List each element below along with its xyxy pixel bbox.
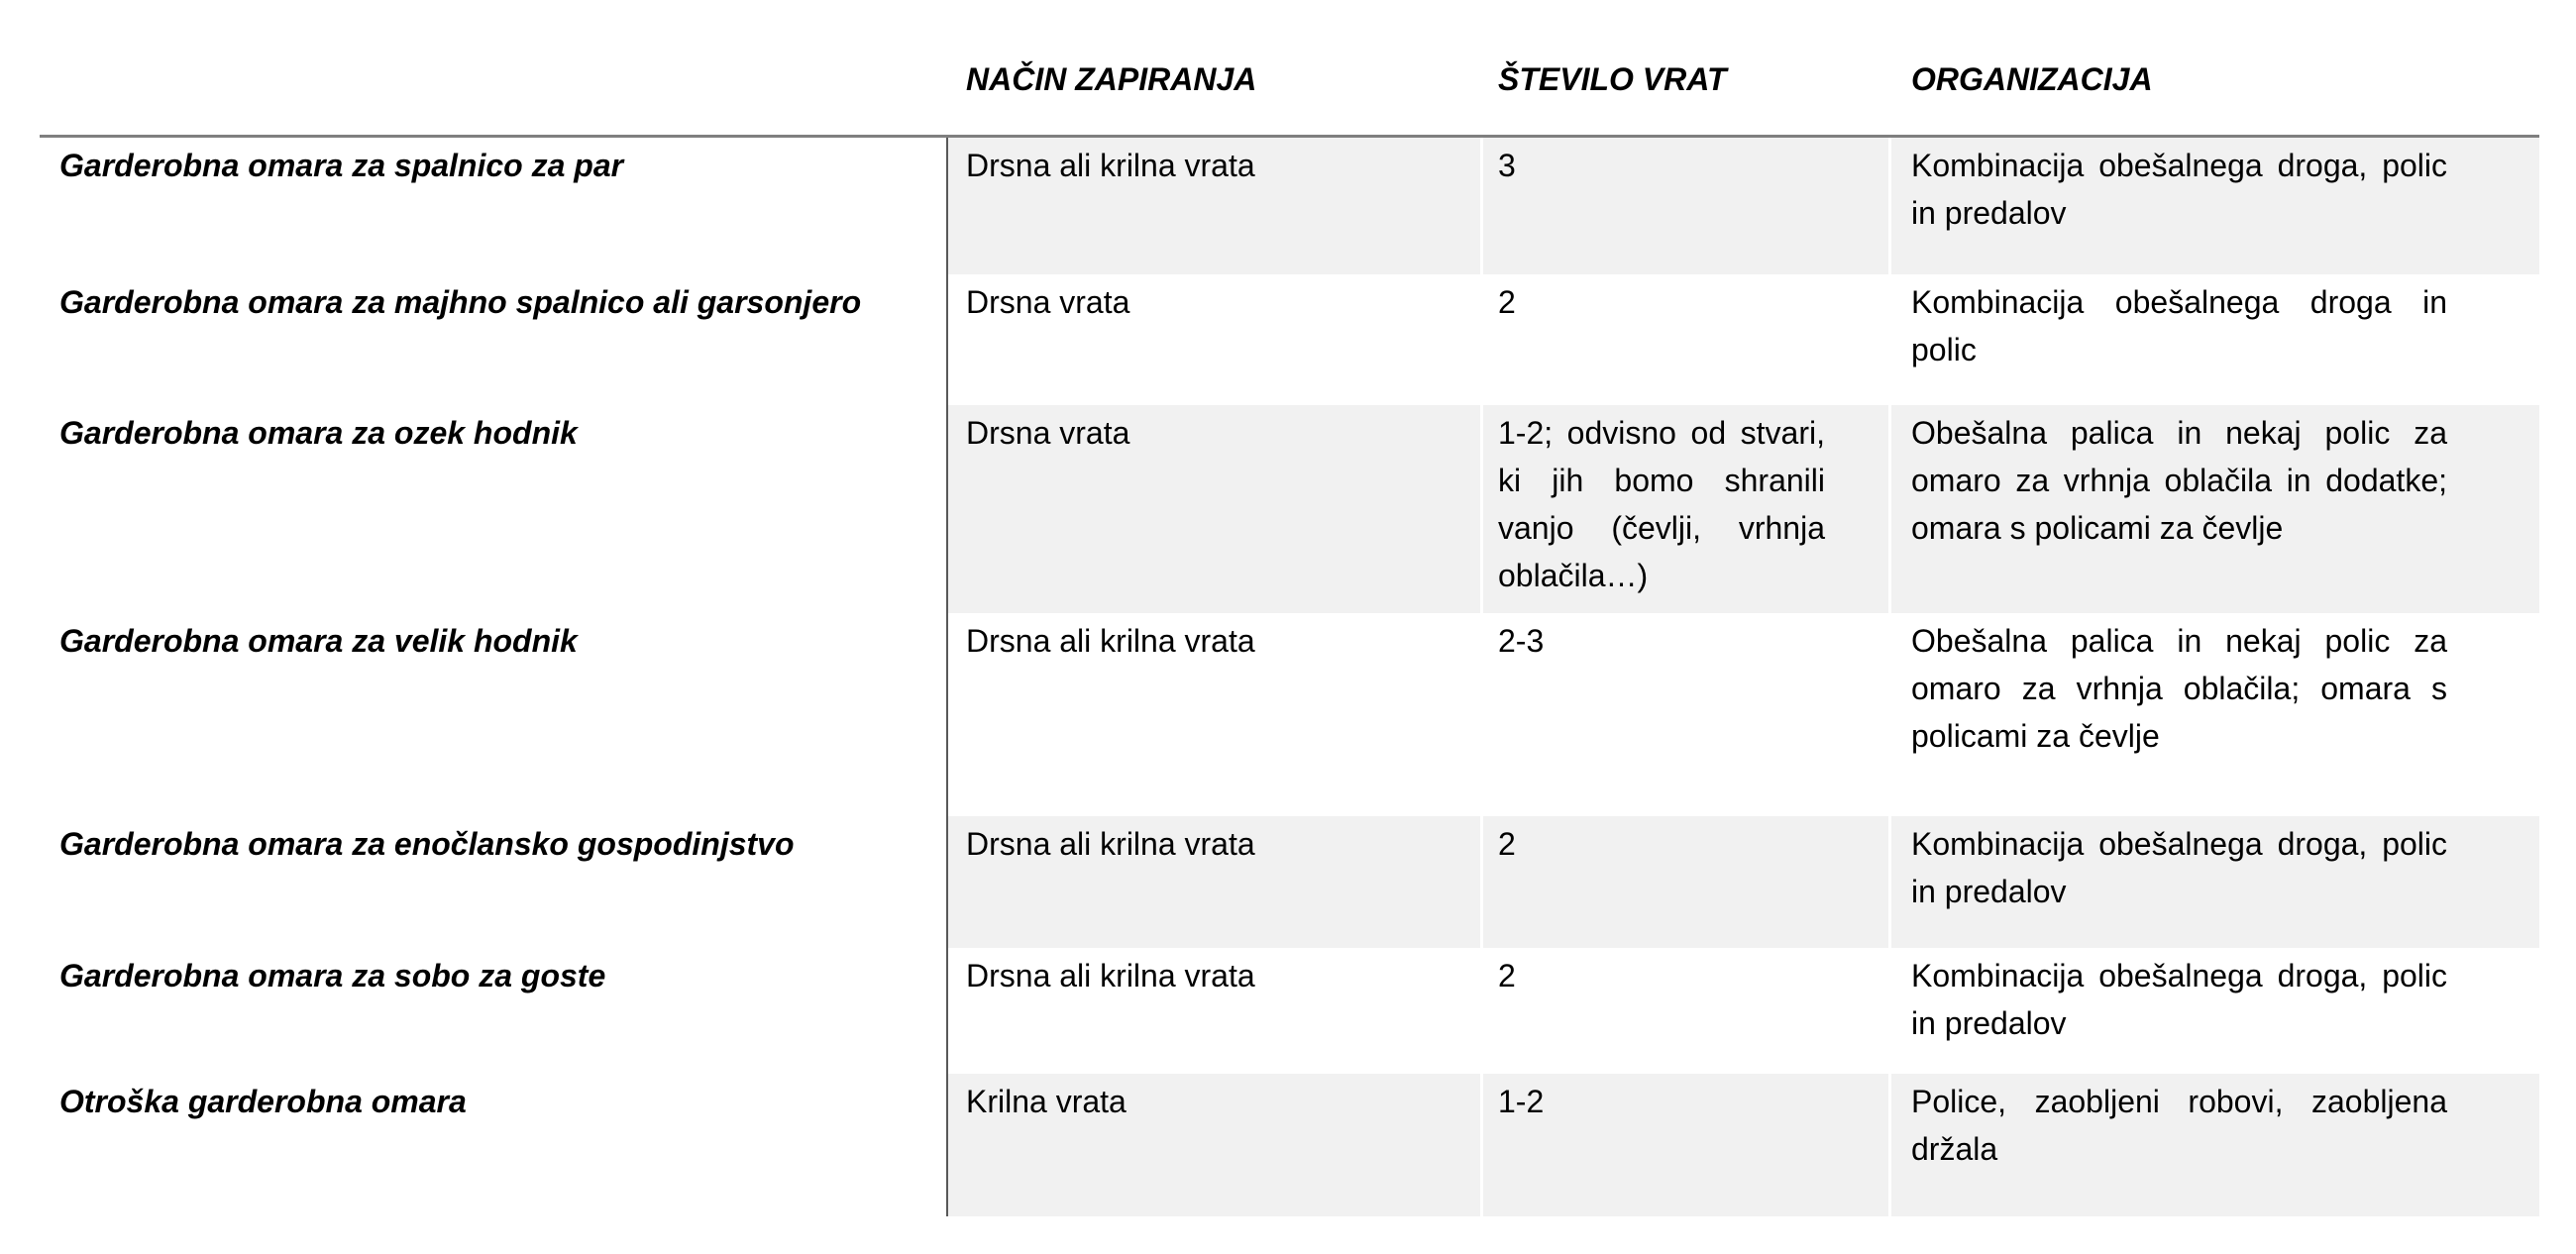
cell-text: 2: [1498, 958, 1516, 993]
cell-closing-method: Krilna vrata: [946, 1074, 1483, 1216]
table-row: [40, 1074, 2539, 1216]
cell-door-count: [1483, 405, 1891, 613]
cell-closing-method: Drsna ali krilna vrata: [946, 948, 1483, 1074]
cell-text: Obešalna palica in nekaj polic za omaro za vrhnja oblačila; omara s policami za čevlje: [1911, 623, 2447, 754]
cell-organization: [1891, 816, 2539, 948]
table-row: [40, 816, 2539, 948]
header-organization: ORGANIZACIJA: [1911, 61, 2153, 97]
cell-text: Obešalna palica in nekaj polic za omaro za vrhnja oblačila in dodatke; omara s policami za čevlje: [1911, 415, 2447, 546]
table-header-row: [40, 0, 2539, 138]
cell-closing-method: Drsna ali krilna vrata: [946, 138, 1483, 274]
table-row: [40, 948, 2539, 1074]
cell-organization: [1891, 948, 2539, 1074]
row-label: Otroška garderobna omara: [59, 1084, 467, 1119]
cell-organization: [1891, 613, 2539, 816]
wardrobe-comparison-table: [40, 0, 2539, 1216]
cell-text: 1-2; odvisno od stvari, ki jih bomo shranili vanjo (čevlji, vrhnja oblačila…): [1498, 415, 1825, 593]
table-row: [40, 613, 2539, 816]
cell-closing-method: Drsna ali krilna vrata: [946, 613, 1483, 816]
table-row: [40, 138, 2539, 274]
cell-text: Police, zaobljeni robovi, zaobljena držala: [1911, 1084, 2447, 1167]
cell-organization: [1891, 405, 2539, 613]
row-label: Garderobna omara za sobo za goste: [59, 958, 606, 993]
cell-closing-method: Drsna vrata: [946, 405, 1483, 613]
cell-door-count: [1483, 1074, 1891, 1216]
row-label: Garderobna omara za enočlansko gospodinjstvo: [59, 826, 795, 862]
row-label: Garderobna omara za spalnico za par: [59, 148, 624, 183]
cell-organization: [1891, 1074, 2539, 1216]
cell-text: Kombinacija obešalnega droga, polic in predalov: [1911, 958, 2447, 1041]
row-label: Garderobna omara za majhno spalnico ali garsonjero: [59, 284, 862, 320]
cell-text: 1-2: [1498, 1084, 1545, 1119]
header-door-count: ŠTEVILO VRAT: [1498, 61, 1727, 97]
cell-closing-method: Drsna vrata: [946, 274, 1483, 405]
table-row: [40, 274, 2539, 405]
cell-text: Kombinacija obešalnega droga in polic: [1911, 284, 2447, 367]
column-divider-line: [946, 138, 948, 1216]
cell-door-count: [1483, 948, 1891, 1074]
cell-text: 2-3: [1498, 623, 1545, 659]
cell-text: Kombinacija obešalnega droga, polic in predalov: [1911, 826, 2447, 909]
cell-door-count: [1483, 138, 1891, 274]
cell-text: 2: [1498, 826, 1516, 862]
cell-door-count: [1483, 816, 1891, 948]
cell-closing-method: Drsna ali krilna vrata: [946, 816, 1483, 948]
cell-door-count: [1483, 613, 1891, 816]
cell-text: Kombinacija obešalnega droga, polic in predalov: [1911, 148, 2447, 231]
cell-organization: [1891, 138, 2539, 274]
table-body: [40, 138, 2539, 1216]
row-label: Garderobna omara za velik hodnik: [59, 623, 578, 659]
table-row: [40, 405, 2539, 613]
cell-door-count: [1483, 274, 1891, 405]
row-label: Garderobna omara za ozek hodnik: [59, 415, 578, 451]
cell-text: 3: [1498, 148, 1516, 183]
header-empty: [40, 0, 946, 135]
cell-text: 2: [1498, 284, 1516, 320]
header-closing-method: NAČIN ZAPIRANJA: [966, 61, 1257, 97]
cell-organization: [1891, 274, 2539, 405]
